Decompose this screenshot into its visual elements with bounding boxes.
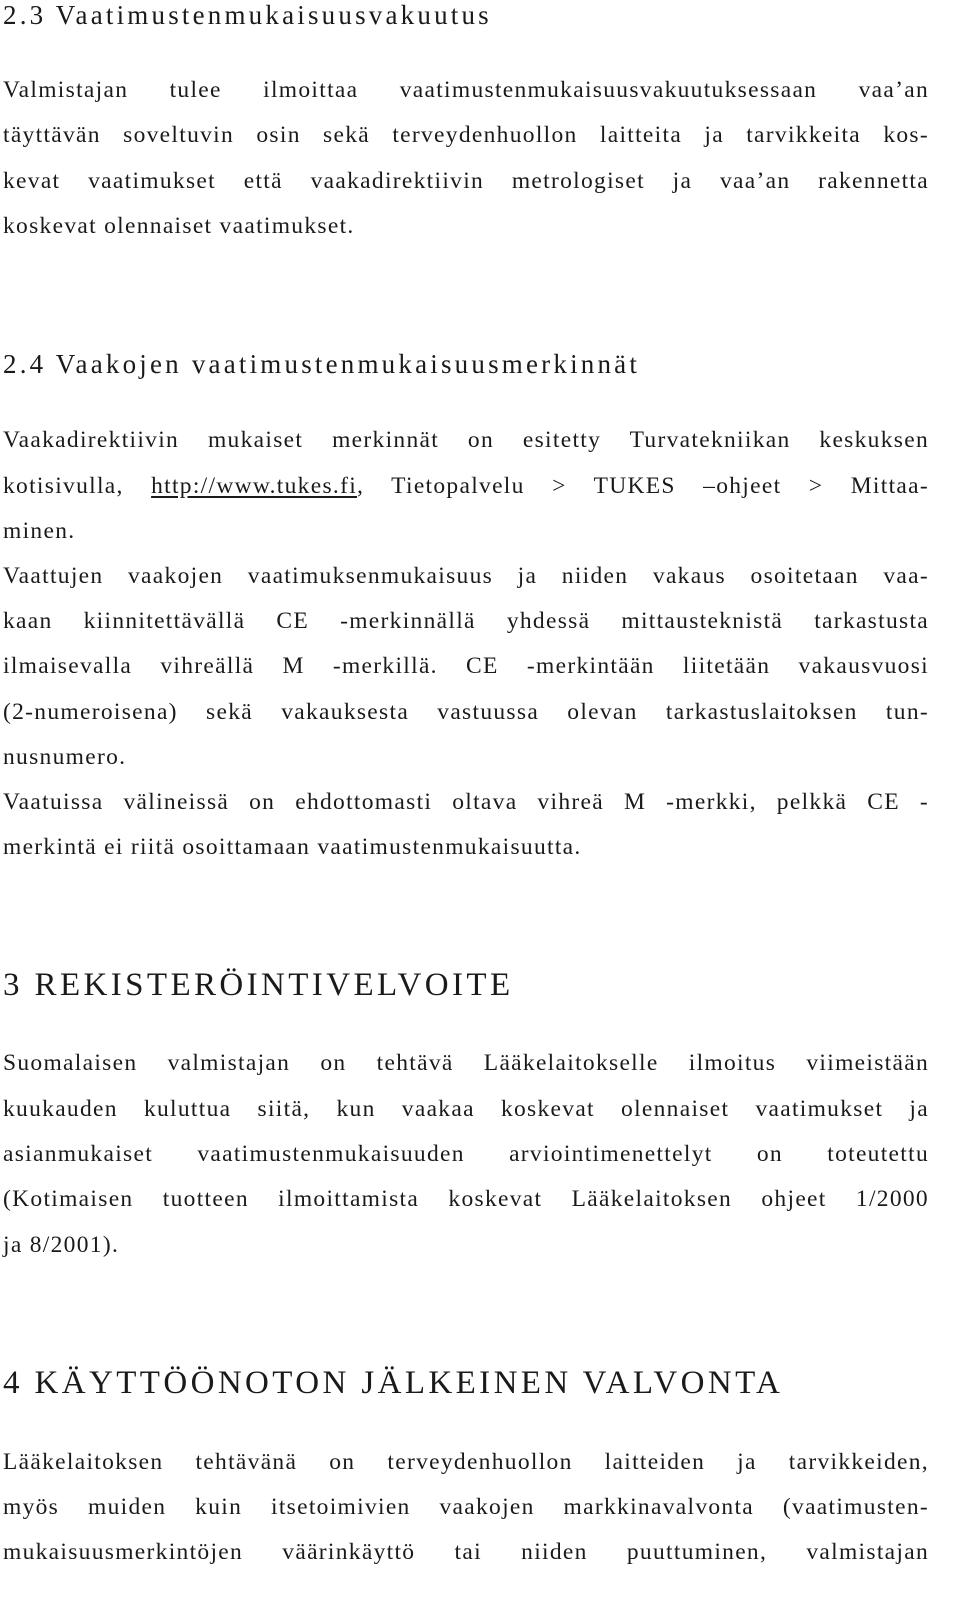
paragraph-line: nusnumero.: [3, 744, 127, 770]
paragraph-line: merkintä ei riitä osoittamaan vaatimustenmukaisuutta.: [3, 834, 582, 860]
section-heading-4: 4 KÄYTTÖÖNOTON JÄLKEINEN VALVONTA: [3, 1365, 784, 1401]
paragraph-line: ilmaisevalla vihreällä M -merkillä. CE -merkintään liitetään vakausvuosi: [3, 653, 929, 679]
paragraph-line: minen.: [3, 518, 76, 544]
paragraph-line: mukaisuusmerkintöjen väärinkäyttö tai niiden puuttuminen, valmistajan: [3, 1539, 929, 1565]
paragraph-line: Vaatuissa välineissä on ehdottomasti oltava vihreä M -merkki, pelkkä CE -: [3, 789, 929, 815]
paragraph-line: koskevat olennaiset vaatimukset.: [3, 213, 355, 239]
paragraph-line: ja 8/2001).: [3, 1232, 120, 1258]
section-heading-2-3: 2.3 Vaatimustenmukaisuusvakuutus: [3, 0, 492, 30]
paragraph-line: (2-numeroisena) sekä vakauksesta vastuussa olevan tarkastuslaitoksen tun-: [3, 699, 929, 725]
section-heading-3: 3 REKISTERÖINTIVELVOITE: [3, 967, 514, 1003]
paragraph-line: asianmukaiset vaatimustenmukaisuuden arviointimenettelyt on toteutettu: [3, 1141, 929, 1167]
paragraph-text: kotisivulla,: [3, 473, 152, 499]
paragraph-line: kaan kiinnitettävällä CE -merkinnällä yhdessä mittausteknistä tarkastusta: [3, 608, 929, 634]
section-heading-2-4: 2.4 Vaakojen vaatimustenmukaisuusmerkinnät: [3, 349, 641, 379]
paragraph-line: Valmistajan tulee ilmoittaa vaatimustenmukaisuusvakuutuksessaan vaa’an: [3, 77, 929, 103]
paragraph-line: kevat vaatimukset että vaakadirektiivin metrologiset ja vaa’an rakennetta: [3, 168, 929, 194]
paragraph-line: kuukauden kuluttua siitä, kun vaakaa koskevat olennaiset vaatimukset ja: [3, 1096, 929, 1122]
tukes-link[interactable]: http://www.tukes.fi: [151, 473, 358, 499]
paragraph-line: Lääkelaitoksen tehtävänä on terveydenhuollon laitteiden ja tarvikkeiden,: [3, 1449, 929, 1475]
paragraph-line: täyttävän soveltuvin osin sekä terveydenhuollon laitteita ja tarvikkeita kos-: [3, 122, 929, 148]
paragraph-line: Suomalaisen valmistajan on tehtävä Lääkelaitokselle ilmoitus viimeistään: [3, 1050, 929, 1076]
paragraph-line: Vaattujen vaakojen vaatimuksenmukaisuus ja niiden vakaus osoitetaan vaa-: [3, 563, 929, 589]
paragraph-line-with-link: [3, 471, 929, 501]
paragraph-line: (Kotimaisen tuotteen ilmoittamista koskevat Lääkelaitoksen ohjeet 1/2000: [3, 1186, 929, 1212]
paragraph-line: myös muiden kuin itsetoimivien vaakojen markkinavalvonta (vaatimusten-: [3, 1494, 929, 1520]
paragraph-text: , Tietopalvelu > TUKES –ohjeet > Mittaa-: [357, 473, 929, 499]
paragraph-line: Vaakadirektiivin mukaiset merkinnät on esitetty Turvatekniikan keskuksen: [3, 427, 929, 453]
